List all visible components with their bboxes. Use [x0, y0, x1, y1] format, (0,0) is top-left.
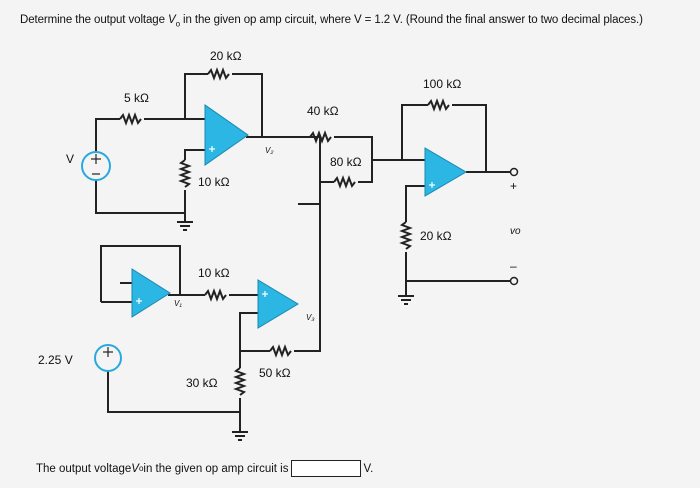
opamp-follower	[132, 269, 170, 317]
label-20k-bottom: 20 kΩ	[420, 229, 452, 243]
label-100k: 100 kΩ	[423, 77, 462, 91]
answer-unit: V.	[363, 462, 374, 475]
resistor-80k	[334, 178, 355, 186]
label-5k: 5 kΩ	[124, 91, 149, 105]
resistor-100k	[428, 101, 449, 109]
voltage-source-v	[82, 152, 110, 180]
question-text: Determine the output voltage $V_o$ in the given op amp circuit, where V = 1.2 V. (Round the final answer to two decimal places.)	[20, 14, 643, 29]
wire	[144, 74, 208, 119]
ground-icon	[177, 222, 414, 440]
wire-v3	[294, 204, 320, 351]
resistor-5k	[120, 115, 141, 123]
answer-line: The output voltage V o in the given op amp circuit is V.	[36, 460, 373, 477]
output-terminal-minus	[511, 278, 518, 285]
label-30k: 30 kΩ	[186, 376, 218, 390]
node-v3: V₃	[306, 313, 315, 322]
label-10k-ground: 10 kΩ	[198, 175, 230, 189]
answer-input[interactable]	[291, 460, 361, 477]
label-20k-top: 20 kΩ	[210, 49, 242, 63]
label-source-225: 2.25 V	[38, 353, 73, 367]
wire-v3-to-80k	[320, 182, 334, 204]
label-40k: 40 kΩ	[307, 104, 339, 118]
wire	[96, 180, 185, 213]
opamp-stage3	[258, 280, 298, 328]
label-50k: 50 kΩ	[259, 366, 291, 380]
voltage-source-225	[95, 345, 121, 371]
label-10k-mid: 10 kΩ	[198, 266, 230, 280]
resistor-10k-mid	[205, 291, 226, 299]
label-source-v: V	[66, 152, 75, 166]
label-minus: –	[510, 259, 517, 273]
wire	[108, 368, 240, 412]
label-80k: 80 kΩ	[330, 155, 362, 169]
opamp-stage1	[205, 105, 248, 165]
resistor-30k	[236, 368, 244, 395]
label-plus: +	[510, 179, 518, 193]
resistor-50k	[270, 347, 291, 355]
wire	[402, 105, 428, 160]
resistor-20k-top	[208, 70, 229, 78]
wire	[406, 186, 425, 222]
node-v1: V₁	[174, 299, 182, 308]
opamp-summing	[425, 148, 466, 196]
output-terminal-plus	[511, 169, 518, 176]
node-v2: V₂	[265, 146, 274, 155]
resistor-20k-bottom	[402, 222, 410, 249]
wire	[185, 150, 205, 160]
wire	[452, 105, 486, 172]
resistor-10k-ground	[181, 160, 189, 187]
label-vo: vo	[510, 226, 521, 237]
